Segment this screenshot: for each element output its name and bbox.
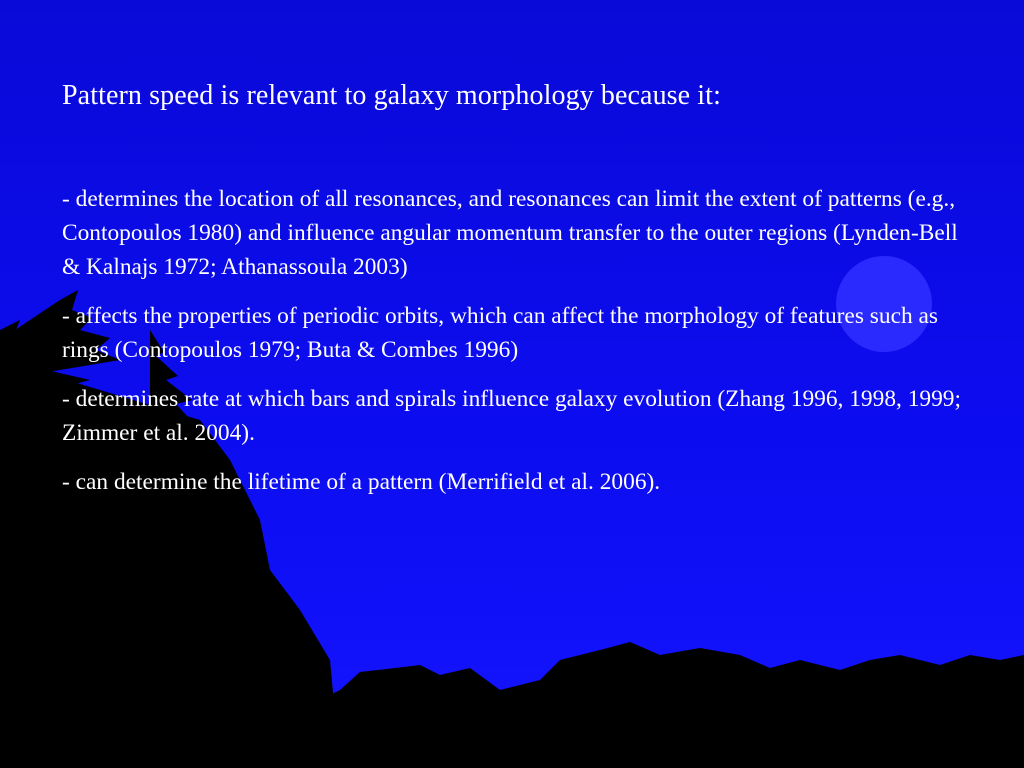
mountain-silhouette [260,642,1024,768]
slide-content [62,78,972,514]
slide-title: Pattern speed is relevant to galaxy morphology because it: [62,80,721,111]
bullet-item-pattern-lifetime: - can determine the lifetime of a pattern (Merrifield et al. 2006). [62,469,661,495]
bullet-item-galaxy-evolution: - determines rate at which bars and spirals influence galaxy evolution (Zhang 1996, 1998, 1999; Zimmer et al. 2004). [62,386,961,446]
bullet-item-resonances: - determines the location of all resonances, and resonances can limit the extent of patterns (e.g., Contopoulos 1980) and influence angular momentum transfer to the outer regions (Lynden-Bell & Kalnajs 1972; Athanassoula 2003) [62,186,958,280]
bullet-item-periodic-orbits: - affects the properties of periodic orbits, which can affect the morphology of features such as rings (Contopoulos 1979; Buta & Combes 1996) [62,303,938,363]
bullet-list [62,182,972,499]
